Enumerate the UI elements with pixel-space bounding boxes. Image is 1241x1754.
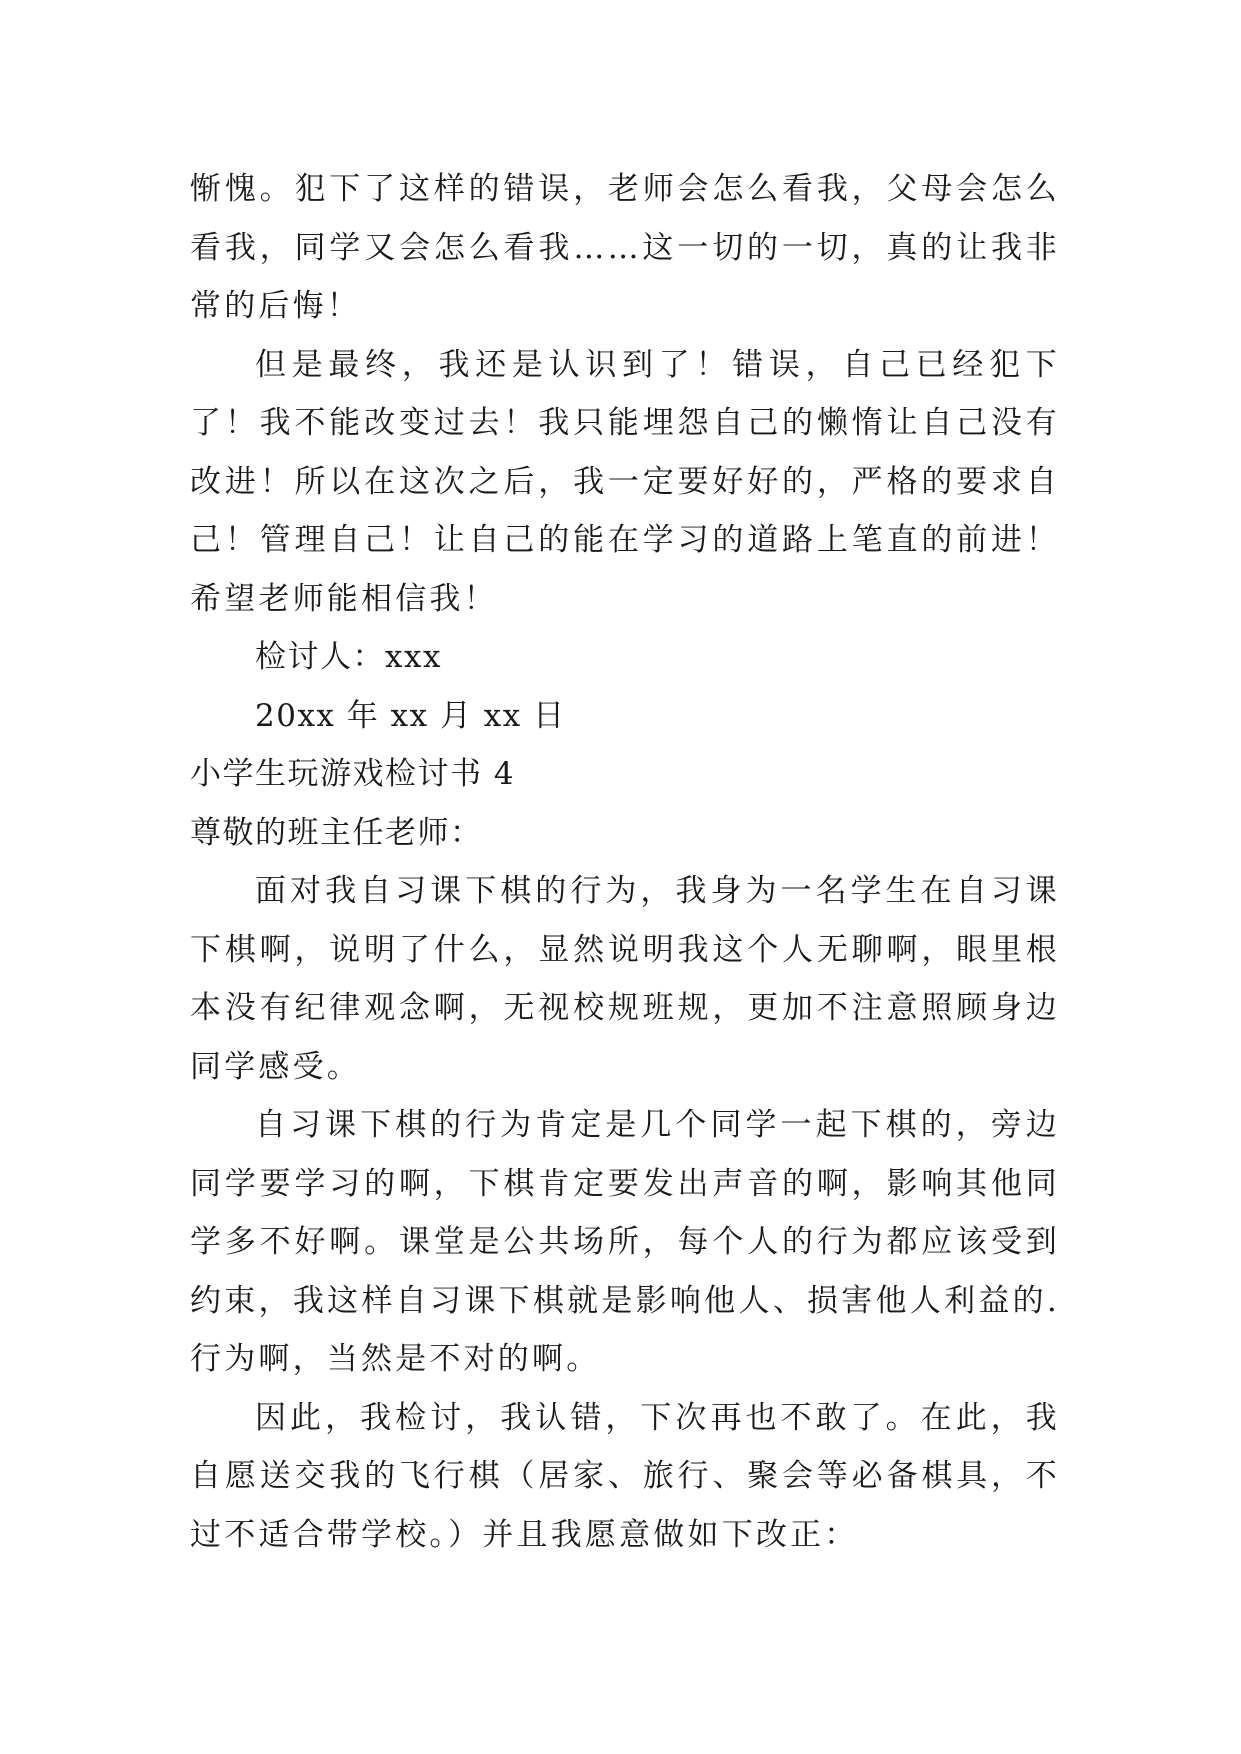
paragraph-remorse: 惭愧。犯下了这样的错误，老师会怎么看我，父母会怎么看我，同学又会怎么看我……这一切的一切，真的让我非常的后悔！ — [190, 171, 1060, 324]
date-line: 20xx 年 xx 月 xx 日 — [255, 697, 566, 734]
signature-line: 检讨人：xxx — [255, 639, 442, 675]
paragraph-impact: 自习课下棋的行为肯定是几个同学一起下棋的，旁边同学要学习的啊，下棋肯定要发出声音的啊，影响其他同学多不好啊。课堂是公共场所，每个人的行为都应该受到约束，我这样自习课下棋就是影响他人、损害他人利益的.行为啊，当然是不对的啊。 — [190, 1107, 1060, 1377]
salutation: 尊敬的班主任老师： — [190, 814, 483, 851]
paragraph-correction: 因此，我检讨，我认错，下次再也不敢了。在此，我自愿送交我的飞行棋（居家、旅行、聚会等必备棋具，不过不适合带学校。）并且我愿意做如下改正： — [190, 1399, 1060, 1553]
section-title: 小学生玩游戏检讨书 4 — [190, 756, 516, 792]
paragraph-realization: 但是最终，我还是认识到了！错误，自己已经犯下了！我不能改变过去！我只能埋怨自己的懒惰让自己没有改进！所以在这次之后，我一定要好好的，严格的要求自己！管理自己！让自己的能在学习的道路上笔直的前进！希望老师能相信我！ — [190, 346, 1060, 617]
paragraph-behavior: 面对我自习课下棋的行为，我身为一名学生在自习课下棋啊，说明了什么，显然说明我这个人无聊啊，眼里根本没有纪律观念啊，无视校规班规，更加不注意照顾身边同学感受。 — [190, 873, 1060, 1085]
document-body — [190, 160, 1060, 1564]
